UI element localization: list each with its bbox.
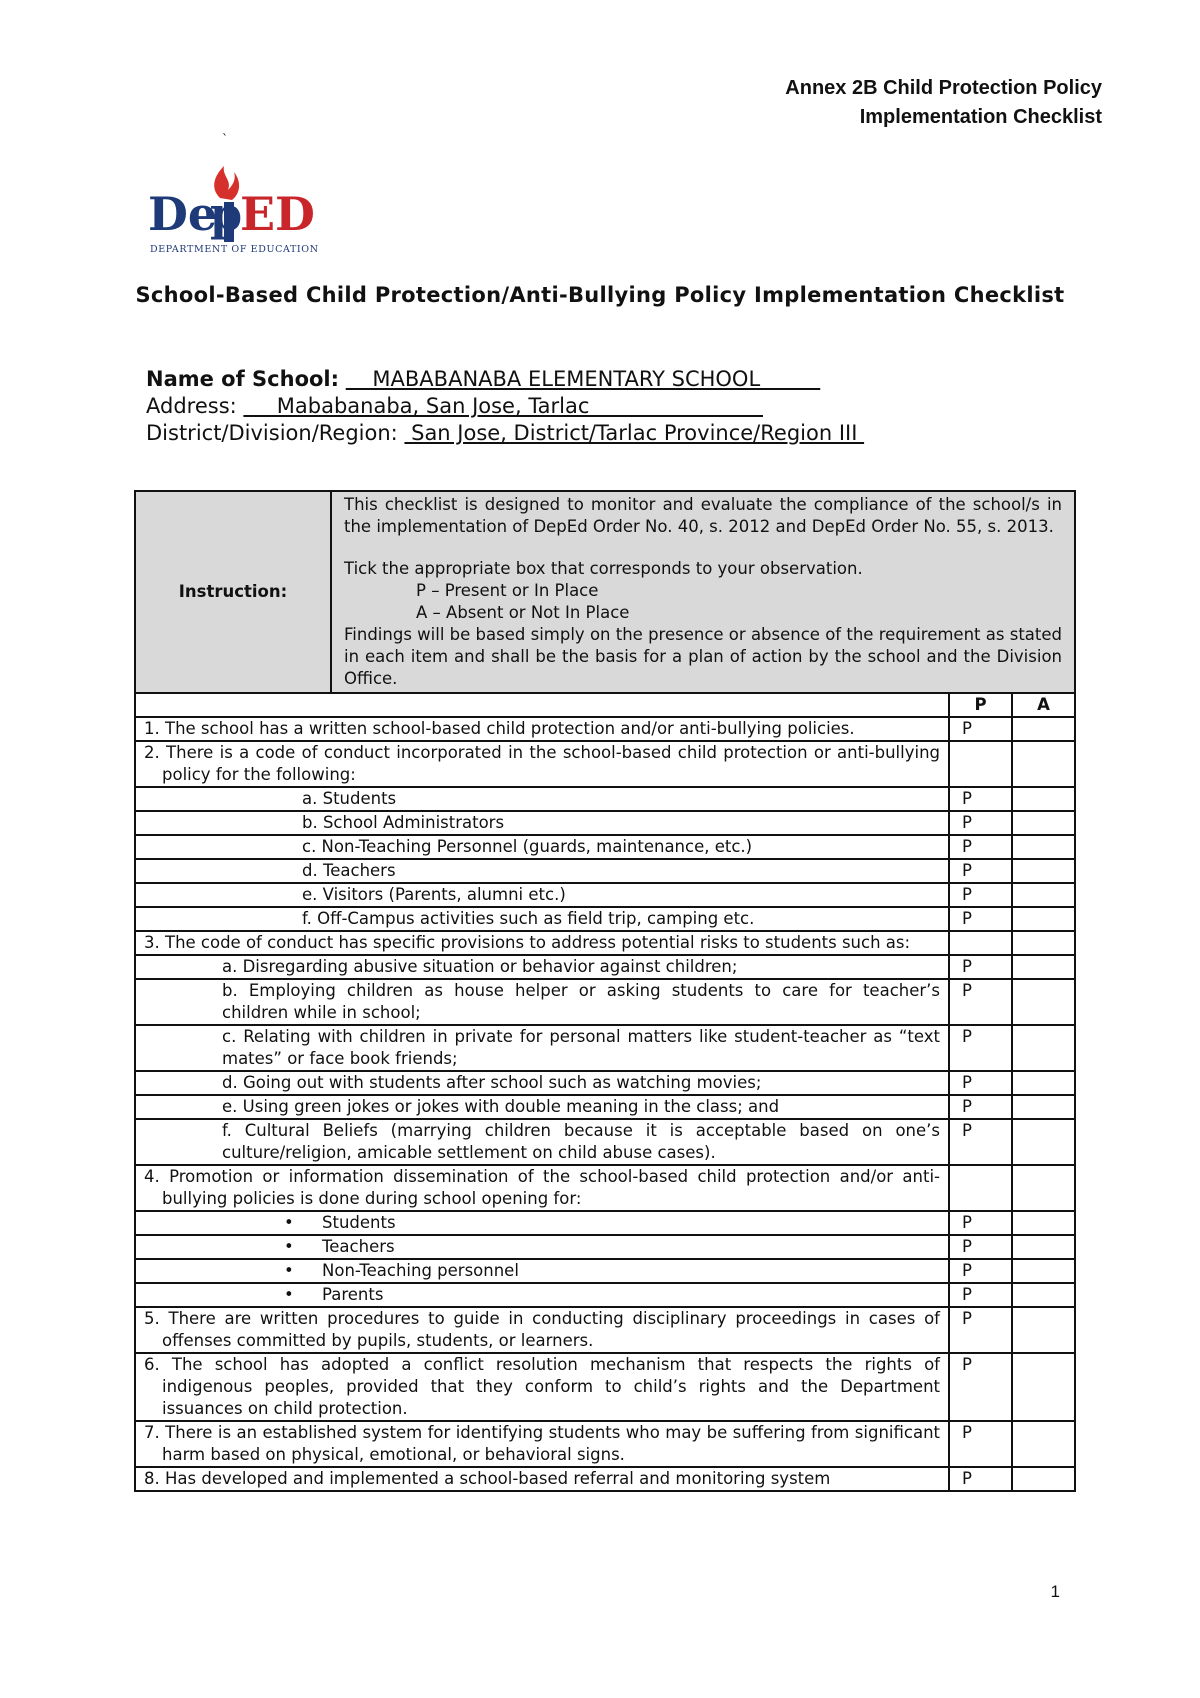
absent-checkbox[interactable] (1012, 1025, 1075, 1071)
deped-logo (148, 160, 328, 260)
checklist-table (134, 490, 1076, 1492)
present-checkbox[interactable]: P (949, 717, 1012, 741)
annex-heading (785, 74, 1102, 132)
checklist-row (135, 1307, 1075, 1353)
column-header-row (135, 693, 1075, 717)
absent-checkbox[interactable] (1012, 979, 1075, 1025)
column-header-p: P (949, 693, 1012, 717)
checklist-item-text (135, 1211, 949, 1235)
present-checkbox[interactable]: P (949, 811, 1012, 835)
checklist-item-text: c. Non-Teaching Personnel (guards, maintenance, etc.) (135, 835, 949, 859)
absent-checkbox[interactable] (1012, 1235, 1075, 1259)
absent-checkbox[interactable] (1012, 955, 1075, 979)
checklist-row (135, 1283, 1075, 1307)
district-line (146, 420, 864, 446)
checklist-row (135, 835, 1075, 859)
present-checkbox[interactable]: P (949, 955, 1012, 979)
checklist-item-text: a. Students (135, 787, 949, 811)
checklist-item-label: Non-Teaching personnel (322, 1261, 519, 1280)
checklist-item-text: c. Relating with children in private for personal matters like student-teacher as “text mates” or face book friends; (135, 1025, 949, 1071)
absent-checkbox[interactable] (1012, 1421, 1075, 1467)
checklist-item-text: d. Going out with students after school such as watching movies; (135, 1071, 949, 1095)
present-checkbox[interactable]: P (949, 1025, 1012, 1071)
district-label: District/Division/Region: (146, 421, 398, 445)
page-title: School-Based Child Protection/Anti-Bullying Policy Implementation Checklist (135, 283, 1065, 307)
absent-checkbox[interactable] (1012, 1259, 1075, 1283)
checklist-row (135, 1119, 1075, 1165)
absent-checkbox[interactable] (1012, 1095, 1075, 1119)
instruction-label: Instruction: (135, 491, 331, 693)
checklist-row (135, 859, 1075, 883)
bullet-icon: • (284, 1285, 294, 1304)
logo-dep: De (148, 187, 218, 241)
checklist-item-text: 4. Promotion or information dissemination of the school-based child protection and/or anti-bullying policies is done during school opening for: (135, 1165, 949, 1211)
absent-checkbox[interactable] (1012, 931, 1075, 955)
instruction-para-3: Findings will be based simply on the presence or absence of the requirement as stated in each item and shall be the basis for a plan of action by the school and the Division Office. (344, 625, 1062, 688)
checklist-item-text: b. School Administrators (135, 811, 949, 835)
present-checkbox[interactable]: P (949, 787, 1012, 811)
checklist-row (135, 1025, 1075, 1071)
present-checkbox[interactable]: P (949, 1259, 1012, 1283)
absent-checkbox[interactable] (1012, 811, 1075, 835)
present-checkbox[interactable]: P (949, 1071, 1012, 1095)
checklist-row (135, 1095, 1075, 1119)
checklist-item-text: f. Cultural Beliefs (marrying children because it is acceptable based on one’s culture/religion, amicable settlement on child abuse cases). (135, 1119, 949, 1165)
checklist-row (135, 741, 1075, 787)
checklist-row (135, 979, 1075, 1025)
checklist-item-label: Parents (322, 1285, 384, 1304)
absent-checkbox[interactable] (1012, 717, 1075, 741)
checklist-item-text (135, 1259, 949, 1283)
checklist-item-text: e. Using green jokes or jokes with double meaning in the class; and (135, 1095, 949, 1119)
address-label: Address: (146, 394, 237, 418)
absent-checkbox[interactable] (1012, 1307, 1075, 1353)
annex-line-2: Implementation Checklist (859, 106, 1102, 128)
present-checkbox[interactable]: P (949, 1353, 1012, 1421)
annex-line-1: Annex 2B Child Protection Policy (785, 77, 1102, 99)
present-checkbox[interactable]: P (949, 907, 1012, 931)
present-checkbox[interactable]: P (949, 1307, 1012, 1353)
absent-checkbox[interactable] (1012, 907, 1075, 931)
checklist-row (135, 811, 1075, 835)
checklist-row (135, 931, 1075, 955)
checklist-row (135, 883, 1075, 907)
stray-mark: ` (222, 132, 228, 146)
page-number: 1 (1050, 1582, 1060, 1601)
checklist-row (135, 717, 1075, 741)
checklist-item-text: 6. The school has adopted a conflict resolution mechanism that respects the rights of indigenous peoples, provided that they conform to child’s rights and the Department issuances on child protection. (135, 1353, 949, 1421)
checklist-row (135, 1235, 1075, 1259)
absent-checkbox[interactable] (1012, 1071, 1075, 1095)
present-checkbox[interactable]: P (949, 1119, 1012, 1165)
bullet-icon: • (284, 1237, 294, 1256)
checklist-item-text: f. Off-Campus activities such as field trip, camping etc. (135, 907, 949, 931)
checklist-row (135, 1259, 1075, 1283)
school-name-label: Name of School: (146, 367, 340, 391)
checklist-item-text: 1. The school has a written school-based child protection and/or anti-bullying policies. (135, 717, 949, 741)
present-checkbox[interactable]: P (949, 1095, 1012, 1119)
checklist-item-text: 7. There is an established system for identifying students who may be suffering from significant harm based on physical, emotional, or behavioral signs. (135, 1421, 949, 1467)
checklist-item-text: a. Disregarding abusive situation or behavior against children; (135, 955, 949, 979)
absent-checkbox[interactable] (1012, 1353, 1075, 1421)
present-checkbox[interactable]: P (949, 979, 1012, 1025)
checklist-row (135, 1071, 1075, 1095)
checklist-item-text: 3. The code of conduct has specific provisions to address potential risks to students such as: (135, 931, 949, 955)
checklist-item-text: 2. There is a code of conduct incorporated in the school-based child protection or anti-bullying policy for the following: (135, 741, 949, 787)
checklist-item-label: Students (322, 1213, 396, 1232)
checklist-item-label: Teachers (322, 1237, 395, 1256)
present-checkbox[interactable]: P (949, 883, 1012, 907)
present-checkbox[interactable]: P (949, 1235, 1012, 1259)
absent-checkbox[interactable] (1012, 1283, 1075, 1307)
legend-absent: A – Absent or Not In Place (416, 603, 630, 622)
checklist-item-text: 5. There are written procedures to guide in conducting disciplinary proceedings in cases of offenses committed by pupils, students, or learners. (135, 1307, 949, 1353)
absent-checkbox[interactable] (1012, 1467, 1075, 1491)
present-checkbox[interactable]: P (949, 835, 1012, 859)
checklist-item-text: d. Teachers (135, 859, 949, 883)
checklist-row (135, 1211, 1075, 1235)
checklist-item-text: 8. Has developed and implemented a school-based referral and monitoring system (135, 1467, 949, 1491)
instruction-row (135, 491, 1075, 693)
present-checkbox[interactable]: P (949, 1467, 1012, 1491)
present-checkbox[interactable]: P (949, 859, 1012, 883)
checklist-item-text: b. Employing children as house helper or asking students to care for teacher’s children while in school; (135, 979, 949, 1025)
instruction-text (331, 491, 1075, 693)
checklist-row (135, 907, 1075, 931)
absent-checkbox[interactable] (1012, 883, 1075, 907)
present-checkbox[interactable] (949, 741, 1012, 787)
checklist-row (135, 955, 1075, 979)
bullet-icon: • (284, 1213, 294, 1232)
instruction-para-2: Tick the appropriate box that corresponds to your observation. (344, 559, 863, 578)
address-line (146, 393, 763, 419)
present-checkbox[interactable]: P (949, 1421, 1012, 1467)
absent-checkbox[interactable] (1012, 1211, 1075, 1235)
checklist-item-text (135, 1235, 949, 1259)
checklist-row (135, 1353, 1075, 1421)
absent-checkbox[interactable] (1012, 787, 1075, 811)
instruction-para-1: This checklist is designed to monitor and evaluate the compliance of the school/s in the implementation of DepEd Order No. 40, s. 2012 and DepEd Order No. 55, s. 2013. (344, 495, 1062, 536)
logo-subtext: DEPARTMENT OF EDUCATION (150, 244, 318, 255)
checklist-item-text: e. Visitors (Parents, alumni etc.) (135, 883, 949, 907)
school-name-value: MABABANABA ELEMENTARY SCHOOL (345, 367, 821, 391)
logo-ed: ED (240, 187, 315, 241)
present-checkbox[interactable] (949, 931, 1012, 955)
absent-checkbox[interactable] (1012, 741, 1075, 787)
absent-checkbox[interactable] (1012, 835, 1075, 859)
checklist-item-text (135, 1283, 949, 1307)
absent-checkbox[interactable] (1012, 1165, 1075, 1211)
bullet-icon: • (284, 1261, 294, 1280)
checklist-row (135, 787, 1075, 811)
checklist-row (135, 1421, 1075, 1467)
school-name-line (146, 366, 820, 392)
checklist-row (135, 1467, 1075, 1491)
column-header-a: A (1012, 693, 1075, 717)
absent-checkbox[interactable] (1012, 1119, 1075, 1165)
present-checkbox[interactable]: P (949, 1211, 1012, 1235)
present-checkbox[interactable] (949, 1165, 1012, 1211)
legend-present: P – Present or In Place (416, 581, 599, 600)
logo-p: p (210, 187, 243, 241)
district-value: San Jose, District/Tarlac Province/Region III (404, 421, 865, 445)
absent-checkbox[interactable] (1012, 859, 1075, 883)
address-value: Mababanaba, San Jose, Tarlac (243, 394, 763, 418)
checklist-row (135, 1165, 1075, 1211)
present-checkbox[interactable]: P (949, 1283, 1012, 1307)
